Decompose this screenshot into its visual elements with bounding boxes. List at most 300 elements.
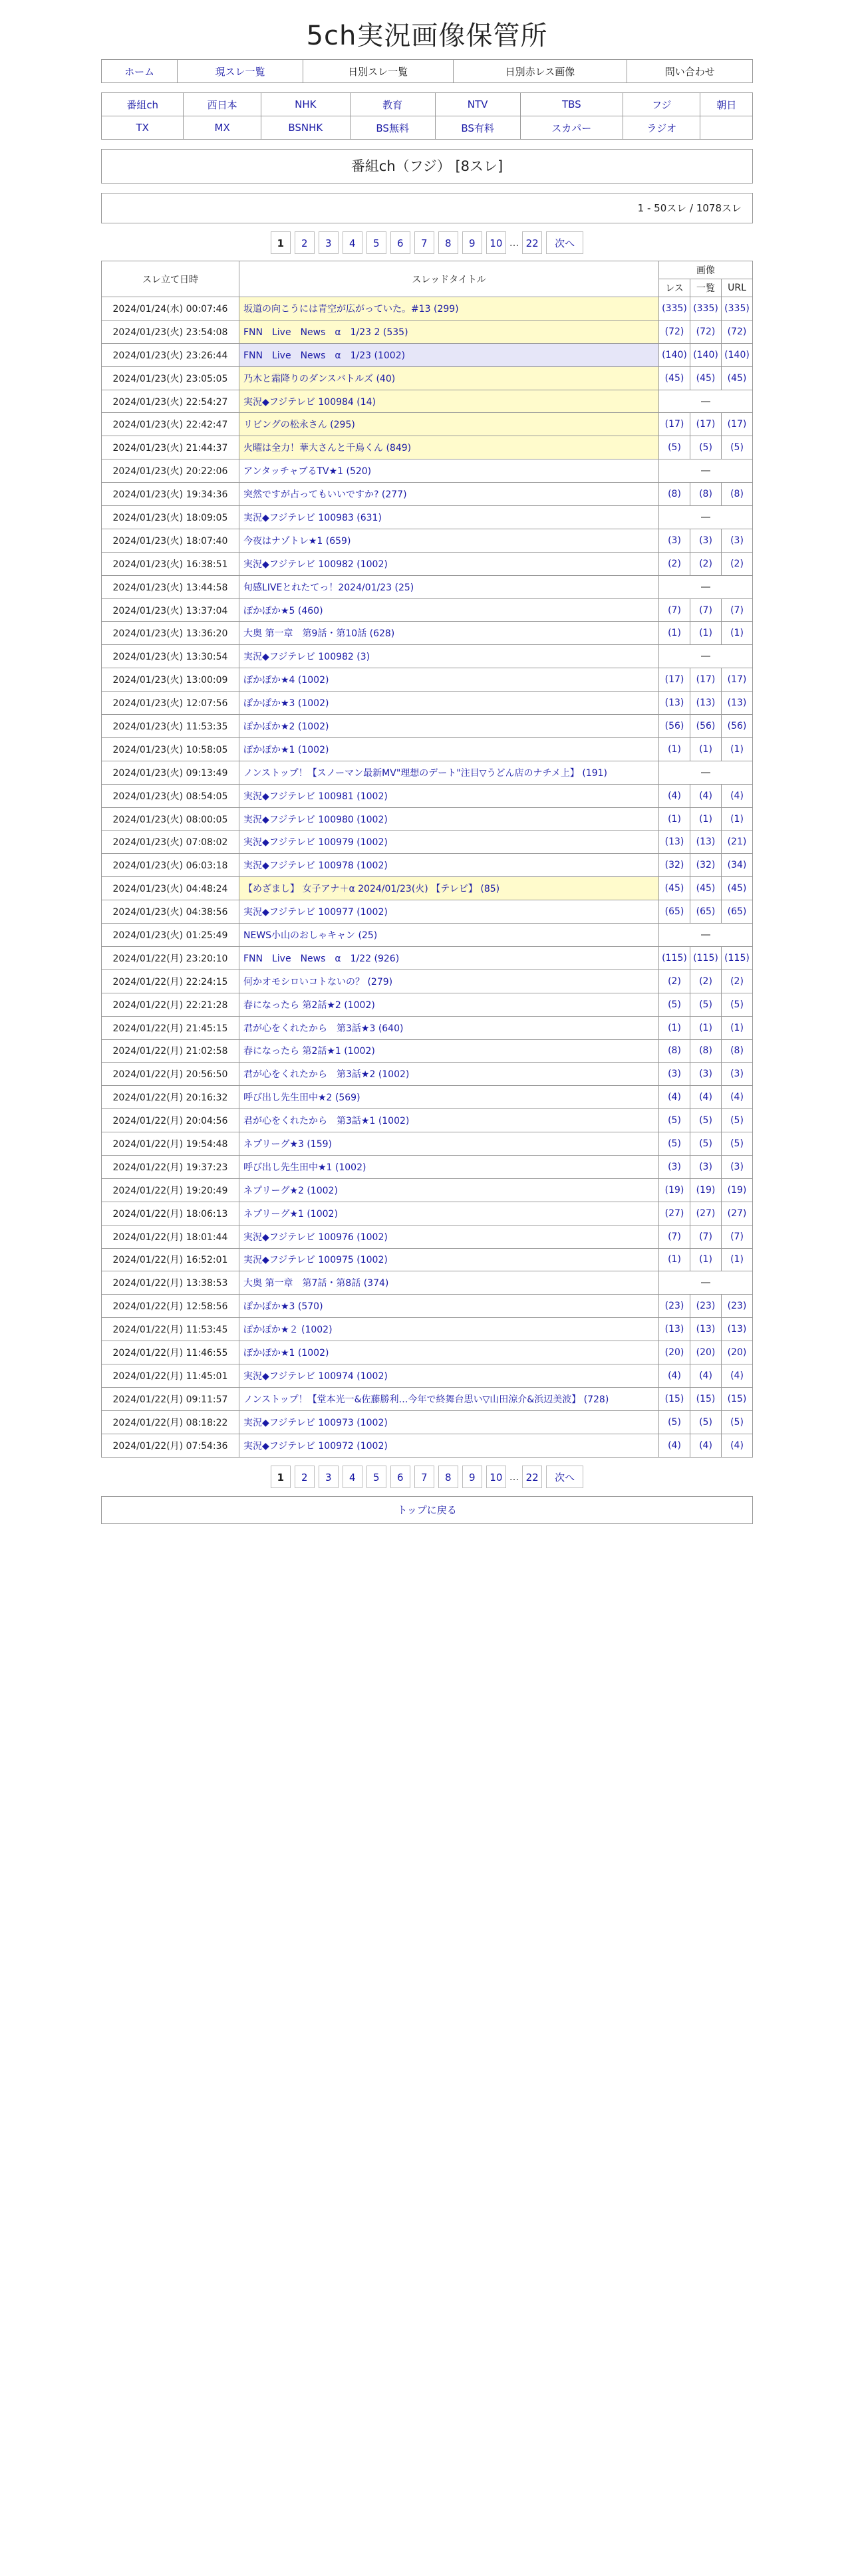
thread-title-link[interactable]: ノンストップ！【スノーマン最新MV"理想のデート"注目▽うどん店のナチメ上】 (191) (243, 767, 608, 779)
image-list-count[interactable]: (5) (699, 1416, 712, 1428)
thread-date: 2024/01/22(月) 08:18:22 (102, 1410, 239, 1434)
page-link-last[interactable]: 22 (522, 231, 542, 254)
image-list-count[interactable]: (2) (699, 975, 712, 987)
image-url-count-cell (722, 831, 753, 854)
page-link[interactable]: 7 (414, 231, 434, 254)
image-res-count[interactable]: (140) (662, 349, 687, 360)
image-list-count[interactable]: (1) (699, 1254, 712, 1265)
thread-title-link[interactable]: ぽかぽか★1 (1002) (243, 744, 329, 755)
image-res-count[interactable]: (5) (668, 1115, 681, 1126)
page-link[interactable]: 10 (486, 1466, 506, 1488)
image-list-count[interactable]: (1) (699, 628, 712, 639)
image-url-count[interactable]: (56) (727, 720, 747, 731)
thread-date: 2024/01/23(火) 13:37:04 (102, 598, 239, 622)
image-list-count[interactable]: (32) (696, 860, 716, 871)
image-list-count[interactable]: (23) (696, 1301, 716, 1312)
image-url-count[interactable]: (4) (730, 790, 744, 801)
image-res-count-cell (659, 807, 690, 831)
channel-item[interactable] (350, 93, 435, 116)
thread-title-cell (239, 969, 659, 993)
thread-title-link[interactable]: 実況◆フジテレビ 100983 (631) (243, 512, 382, 523)
image-res-count[interactable]: (65) (664, 906, 684, 918)
thread-title-cell (239, 1225, 659, 1248)
image-url-count[interactable]: (4) (730, 1370, 744, 1381)
image-res-count[interactable]: (2) (668, 558, 681, 569)
thread-title-link[interactable]: ぽかぽか★2 (1002) (243, 721, 329, 732)
image-list-count[interactable]: (17) (696, 419, 716, 430)
channel-item[interactable] (102, 93, 184, 116)
image-list-count[interactable]: (45) (696, 883, 716, 894)
image-list-count[interactable]: (8) (699, 489, 712, 500)
channel-link[interactable]: BSNHK (288, 122, 323, 134)
back-to-top[interactable] (101, 1496, 753, 1524)
image-url-count[interactable]: (17) (727, 419, 747, 430)
image-res-count[interactable]: (5) (668, 1138, 681, 1149)
channel-item[interactable] (520, 116, 623, 140)
thread-date: 2024/01/22(月) 11:53:45 (102, 1318, 239, 1341)
thread-title-link[interactable]: 実況◆フジテレビ 100975 (1002) (243, 1255, 388, 1266)
image-list-count[interactable]: (8) (699, 1045, 712, 1057)
channel-item[interactable] (520, 93, 623, 116)
thread-title-link[interactable]: ぽかぽか★4 (1002) (243, 675, 329, 686)
image-res-count[interactable]: (3) (668, 535, 681, 546)
thread-title-link[interactable]: 旬感LIVEとれたてっ！2024/01/23 (25) (243, 582, 414, 593)
image-list-count[interactable]: (19) (696, 1184, 716, 1196)
channel-item[interactable] (102, 116, 184, 140)
image-url-count[interactable]: (1) (730, 1022, 744, 1033)
nav-home-link[interactable]: ホーム (124, 65, 155, 78)
thread-date: 2024/01/23(火) 13:44:58 (102, 575, 239, 598)
channel-item[interactable] (623, 93, 700, 116)
thread-date: 2024/01/22(月) 20:16:32 (102, 1086, 239, 1109)
page-link[interactable]: 7 (414, 1466, 434, 1488)
image-list-count-cell (690, 343, 722, 366)
image-res-count[interactable]: (13) (664, 1324, 684, 1335)
image-res-count[interactable]: (335) (662, 303, 687, 314)
image-url-count[interactable]: (17) (727, 674, 747, 686)
image-list-count[interactable]: (20) (696, 1347, 716, 1358)
image-list-count-cell (690, 993, 722, 1016)
thread-title-link[interactable]: 大奥 第一章 第7話・第8話 (374) (243, 1278, 389, 1289)
thread-title-link[interactable]: ネプリーグ★1 (1002) (243, 1208, 338, 1220)
image-list-count[interactable]: (45) (696, 372, 716, 384)
image-res-count[interactable]: (7) (668, 1231, 681, 1242)
image-url-count[interactable]: (45) (727, 883, 747, 894)
image-list-count[interactable]: (3) (699, 535, 712, 546)
image-res-count[interactable]: (4) (668, 1092, 681, 1103)
image-list-count[interactable]: (7) (699, 1231, 712, 1242)
thread-title-cell (239, 552, 659, 575)
image-url-count-cell (722, 715, 753, 738)
thread-title-link[interactable]: 実況◆フジテレビ 100982 (3) (243, 652, 370, 663)
image-url-count[interactable]: (27) (727, 1208, 747, 1219)
thread-title-link[interactable]: 実況◆フジテレビ 100978 (1002) (243, 860, 388, 872)
image-res-count[interactable]: (20) (664, 1347, 684, 1358)
page-link[interactable]: 10 (486, 231, 506, 254)
thread-title-link[interactable]: NEWS小山のおしゃキャン (25) (243, 930, 378, 941)
nav-home[interactable] (102, 60, 178, 83)
image-res-count[interactable]: (72) (664, 326, 684, 337)
image-url-count[interactable]: (2) (730, 975, 744, 987)
channel-link[interactable]: ラジオ (646, 122, 677, 134)
image-list-count[interactable]: (5) (699, 1115, 712, 1126)
image-list-count[interactable]: (4) (699, 1370, 712, 1381)
channel-item[interactable] (435, 116, 520, 140)
image-list-count-cell (690, 483, 722, 506)
image-url-count[interactable]: (45) (727, 372, 747, 384)
image-url-count[interactable]: (1) (730, 743, 744, 755)
image-res-count[interactable]: (5) (668, 999, 681, 1010)
image-url-count[interactable]: (21) (727, 837, 747, 848)
image-res-count[interactable]: (17) (664, 419, 684, 430)
page-link[interactable]: 2 (295, 1466, 315, 1488)
page-link[interactable]: 6 (390, 231, 410, 254)
col-header-images: 画像 (659, 261, 753, 279)
channel-link[interactable]: MX (214, 122, 230, 134)
thread-row (102, 993, 753, 1016)
image-res-count[interactable]: (56) (664, 720, 684, 731)
image-res-count[interactable]: (45) (664, 883, 684, 894)
channel-link[interactable]: フジ (652, 98, 672, 111)
image-url-count[interactable]: (23) (727, 1301, 747, 1312)
thread-date: 2024/01/23(火) 13:36:20 (102, 622, 239, 645)
image-res-count[interactable]: (32) (664, 860, 684, 871)
thread-title-link[interactable]: ぽかぽか★3 (570) (243, 1301, 323, 1313)
thread-title-link[interactable]: 春になったら 第2話★2 (1002) (243, 999, 375, 1011)
image-res-count[interactable]: (15) (664, 1393, 684, 1404)
image-res-count[interactable]: (1) (668, 628, 681, 639)
channel-item[interactable] (350, 116, 435, 140)
thread-title-link[interactable]: 火曜は全力！華大さんと千鳥くん (849) (243, 443, 412, 454)
image-list-count[interactable]: (17) (696, 674, 716, 686)
thread-title-link[interactable]: 呼び出し先生田中★1 (1002) (243, 1162, 366, 1173)
image-url-count-cell (722, 343, 753, 366)
back-to-top-link[interactable]: トップに戻る (397, 1503, 457, 1516)
thread-title-link[interactable]: 【めざまし】 女子アナ＋α 2024/01/23(火) 【テレビ】 (85) (243, 884, 500, 895)
thread-row (102, 1364, 753, 1387)
image-list-count[interactable]: (3) (699, 1069, 712, 1080)
page-link[interactable]: 9 (462, 1466, 482, 1488)
image-url-count[interactable]: (5) (730, 1416, 744, 1428)
image-list-count[interactable]: (3) (699, 1161, 712, 1172)
image-url-count[interactable]: (7) (730, 1231, 744, 1242)
image-list-count[interactable]: (5) (699, 999, 712, 1010)
page-link[interactable]: 9 (462, 231, 482, 254)
image-res-count-cell (659, 784, 690, 807)
image-res-count[interactable]: (13) (664, 698, 684, 709)
page-link[interactable]: 2 (295, 231, 315, 254)
image-res-count-cell (659, 1318, 690, 1341)
image-url-count[interactable]: (5) (730, 442, 744, 453)
thread-title-link[interactable]: 今夜はナゾトレ★1 (659) (243, 535, 351, 547)
nav-current-threads[interactable] (178, 60, 303, 83)
image-list-count[interactable]: (140) (693, 349, 718, 360)
image-res-count[interactable]: (23) (664, 1301, 684, 1312)
image-list-count[interactable]: (5) (699, 442, 712, 453)
image-url-count[interactable]: (1) (730, 1254, 744, 1265)
image-list-count[interactable]: (27) (696, 1208, 716, 1219)
image-url-count[interactable]: (1) (730, 813, 744, 825)
thread-count: 1 - 50スレ / 1078スレ (101, 193, 753, 223)
thread-title-link[interactable]: ネプリーグ★2 (1002) (243, 1185, 338, 1196)
image-res-count[interactable]: (8) (668, 489, 681, 500)
image-url-count[interactable]: (7) (730, 604, 744, 616)
image-list-count[interactable]: (1) (699, 1022, 712, 1033)
thread-title-link[interactable]: ぽかぽか★２ (1002) (243, 1325, 333, 1336)
thread-title-link[interactable]: 実況◆フジテレビ 100973 (1002) (243, 1417, 388, 1428)
thread-title-link[interactable]: 坂道の向こうには青空が広がっていた。#13 (299) (243, 303, 459, 315)
channel-link[interactable]: TX (136, 122, 149, 134)
image-list-count-cell (690, 1364, 722, 1387)
image-res-count-cell (659, 622, 690, 645)
next-page-button[interactable]: 次へ (546, 231, 583, 254)
thread-row (102, 483, 753, 506)
thread-title-link[interactable]: 実況◆フジテレビ 100980 (1002) (243, 814, 388, 825)
image-url-count[interactable]: (72) (727, 326, 747, 337)
image-res-count[interactable]: (1) (668, 1254, 681, 1265)
image-res-count[interactable]: (13) (664, 837, 684, 848)
col-header-url: URL (722, 279, 753, 297)
thread-title-cell (239, 831, 659, 854)
page-link[interactable]: 8 (438, 1466, 458, 1488)
thread-title-link[interactable]: ぽかぽか★3 (1002) (243, 698, 329, 709)
image-res-count[interactable]: (3) (668, 1161, 681, 1172)
thread-title-link[interactable]: ぽかぽか★5 (460) (243, 605, 323, 616)
thread-title-link[interactable]: 実況◆フジテレビ 100974 (1002) (243, 1370, 388, 1382)
thread-date: 2024/01/23(火) 01:25:49 (102, 924, 239, 947)
thread-title-link[interactable]: FNN Live News α 1/22 (926) (243, 953, 400, 964)
thread-row (102, 506, 753, 529)
image-res-count[interactable]: (45) (664, 372, 684, 384)
image-url-count-cell (722, 1039, 753, 1063)
thread-title-link[interactable]: 春になったら 第2話★1 (1002) (243, 1046, 375, 1057)
image-list-count[interactable]: (56) (696, 720, 716, 731)
image-url-count[interactable]: (4) (730, 1440, 744, 1451)
image-res-count[interactable]: (5) (668, 1416, 681, 1428)
thread-title-link[interactable]: ネプリーグ★3 (159) (243, 1139, 332, 1150)
image-url-count[interactable]: (13) (727, 1324, 747, 1335)
image-url-count[interactable]: (8) (730, 1045, 744, 1057)
image-res-count[interactable]: (4) (668, 1370, 681, 1381)
image-list-count-cell (690, 1225, 722, 1248)
image-url-count[interactable]: (3) (730, 535, 744, 546)
next-page-button[interactable]: 次へ (546, 1466, 583, 1488)
image-res-count-cell (659, 900, 690, 924)
image-res-count[interactable]: (19) (664, 1184, 684, 1196)
thread-date: 2024/01/22(月) 18:06:13 (102, 1202, 239, 1225)
image-res-count[interactable]: (4) (668, 790, 681, 801)
thread-title-cell (239, 506, 659, 529)
channel-item[interactable] (435, 93, 520, 116)
image-url-count[interactable]: (115) (724, 952, 750, 964)
image-url-count-cell (722, 784, 753, 807)
image-list-count[interactable]: (72) (696, 326, 716, 337)
image-list-count[interactable]: (4) (699, 1092, 712, 1103)
image-list-count-cell (690, 1248, 722, 1271)
image-res-count[interactable]: (3) (668, 1069, 681, 1080)
image-list-count[interactable]: (115) (693, 952, 718, 964)
channel-link[interactable]: BS無料 (376, 122, 409, 134)
thread-title-link[interactable]: 実況◆フジテレビ 100981 (1002) (243, 791, 388, 802)
page-link[interactable]: 3 (319, 1466, 339, 1488)
image-list-count[interactable]: (15) (696, 1393, 716, 1404)
thread-title-link[interactable]: 呼び出し先生田中★2 (569) (243, 1093, 360, 1104)
image-list-count[interactable]: (65) (696, 906, 716, 918)
image-list-count[interactable]: (7) (699, 604, 712, 616)
thread-title-link[interactable]: 実況◆フジテレビ 100979 (1002) (243, 837, 388, 848)
thread-row (102, 900, 753, 924)
thread-title-link[interactable]: 実況◆フジテレビ 100982 (1002) (243, 559, 388, 570)
page-link[interactable]: 5 (366, 231, 386, 254)
thread-title-link[interactable]: 君が心をくれたから 第3話★1 (1002) (243, 1116, 410, 1127)
thread-title-link[interactable]: FNN Live News α 1/23 2 (535) (243, 326, 408, 338)
image-res-count[interactable]: (4) (668, 1440, 681, 1451)
thread-title-link[interactable]: リビングの松永さん (295) (243, 420, 355, 431)
image-res-count-cell (659, 1295, 690, 1318)
image-list-count-cell (690, 1086, 722, 1109)
thread-title-link[interactable]: 乃木と霜降りのダンスバトルズ (40) (243, 373, 396, 384)
page-link-last[interactable]: 22 (522, 1466, 542, 1488)
channel-item[interactable] (261, 93, 350, 116)
thread-title-link[interactable]: 大奥 第一章 第9話・第10話 (628) (243, 628, 395, 640)
thread-date: 2024/01/23(火) 18:09:05 (102, 506, 239, 529)
image-url-count[interactable]: (5) (730, 999, 744, 1010)
thread-title-cell (239, 575, 659, 598)
image-list-count[interactable]: (13) (696, 837, 716, 848)
image-url-count[interactable]: (20) (727, 1347, 747, 1358)
image-res-count[interactable]: (5) (668, 442, 681, 453)
page-link[interactable]: 8 (438, 231, 458, 254)
image-res-count[interactable]: (1) (668, 1022, 681, 1033)
channel-link[interactable]: スカパー (551, 122, 592, 134)
channel-item[interactable] (184, 116, 261, 140)
no-images-dash: ― (659, 575, 753, 598)
image-res-count-cell (659, 436, 690, 459)
image-res-count[interactable]: (17) (664, 674, 684, 686)
image-url-count[interactable]: (140) (724, 349, 750, 360)
image-url-count[interactable]: (5) (730, 1138, 744, 1149)
channel-link[interactable]: NHK (295, 98, 317, 110)
image-list-count[interactable]: (5) (699, 1138, 712, 1149)
thread-date: 2024/01/23(火) 23:26:44 (102, 343, 239, 366)
nav-current-threads-link[interactable]: 現スレ一覧 (215, 65, 265, 78)
channel-link[interactable]: NTV (467, 98, 488, 110)
channel-item[interactable] (623, 116, 700, 140)
image-url-count[interactable]: (65) (727, 906, 747, 918)
page-link[interactable]: 4 (343, 231, 362, 254)
image-url-count[interactable]: (5) (730, 1115, 744, 1126)
image-res-count-cell (659, 1434, 690, 1457)
thread-row (102, 1387, 753, 1410)
thread-row (102, 622, 753, 645)
image-url-count[interactable]: (19) (727, 1184, 747, 1196)
image-res-count[interactable]: (27) (664, 1208, 684, 1219)
image-list-count-cell (690, 1341, 722, 1364)
channel-item[interactable] (700, 93, 753, 116)
thread-title-link[interactable]: アンタッチャブるTV★1 (520) (243, 466, 372, 477)
image-url-count[interactable]: (3) (730, 1069, 744, 1080)
image-url-count-cell (722, 1341, 753, 1364)
site-title: 5ch実況画像保管所 (306, 21, 548, 51)
image-res-count[interactable]: (7) (668, 604, 681, 616)
thread-title-link[interactable]: 君が心をくれたから 第3話★2 (1002) (243, 1069, 410, 1081)
image-url-count[interactable]: (335) (724, 303, 750, 314)
image-list-count-cell (690, 831, 722, 854)
image-res-count-cell (659, 1132, 690, 1156)
channel-link[interactable]: 番組ch (126, 98, 159, 111)
channel-item[interactable] (184, 93, 261, 116)
channel-item[interactable] (261, 116, 350, 140)
image-url-count[interactable]: (13) (727, 698, 747, 709)
thread-title-link[interactable]: 実況◆フジテレビ 100984 (14) (243, 396, 376, 408)
thread-title-link[interactable]: 君が心をくれたから 第3話★3 (640) (243, 1023, 404, 1034)
page-link[interactable]: 3 (319, 231, 339, 254)
channel-link[interactable]: TBS (561, 98, 581, 110)
thread-title-link[interactable]: ぽかぽか★1 (1002) (243, 1348, 329, 1359)
image-url-count[interactable]: (34) (727, 860, 747, 871)
image-list-count-cell (690, 1039, 722, 1063)
image-list-count[interactable]: (1) (699, 813, 712, 825)
channel-link[interactable]: 西日本 (207, 98, 237, 111)
image-list-count[interactable]: (4) (699, 790, 712, 801)
image-list-count-cell (690, 1109, 722, 1132)
thread-title-link[interactable]: 実況◆フジテレビ 100977 (1002) (243, 907, 388, 918)
image-list-count[interactable]: (2) (699, 558, 712, 569)
thread-title-link[interactable]: 突然ですが占ってもいいですか? (277) (243, 489, 407, 501)
image-res-count[interactable]: (1) (668, 813, 681, 825)
image-res-count-cell (659, 1039, 690, 1063)
image-url-count[interactable]: (1) (730, 628, 744, 639)
thread-title-cell (239, 807, 659, 831)
image-res-count[interactable]: (115) (662, 952, 687, 964)
image-url-count[interactable]: (2) (730, 558, 744, 569)
thread-date: 2024/01/22(月) 11:45:01 (102, 1364, 239, 1387)
image-list-count[interactable]: (4) (699, 1440, 712, 1451)
image-res-count[interactable]: (1) (668, 743, 681, 755)
image-url-count[interactable]: (3) (730, 1161, 744, 1172)
no-images-dash: ― (659, 924, 753, 947)
channel-link[interactable]: BS有料 (461, 122, 494, 134)
image-url-count[interactable]: (4) (730, 1092, 744, 1103)
thread-title-link[interactable]: 何かオモシロいコトないの？ (279) (243, 976, 393, 987)
image-res-count[interactable]: (2) (668, 975, 681, 987)
page-link[interactable]: 4 (343, 1466, 362, 1488)
image-list-count[interactable]: (13) (696, 1324, 716, 1335)
channel-link[interactable]: 朝日 (716, 98, 737, 111)
thread-title-link[interactable]: 実況◆フジテレビ 100972 (1002) (243, 1440, 388, 1452)
image-list-count[interactable]: (13) (696, 698, 716, 709)
thread-row (102, 831, 753, 854)
thread-date: 2024/01/22(月) 21:45:15 (102, 1016, 239, 1039)
no-images-dash: ― (659, 761, 753, 784)
image-list-count-cell (690, 807, 722, 831)
image-res-count-cell (659, 668, 690, 692)
thread-row (102, 1109, 753, 1132)
image-list-count[interactable]: (1) (699, 743, 712, 755)
thread-title-cell (239, 622, 659, 645)
page-link[interactable]: 6 (390, 1466, 410, 1488)
page-link[interactable]: 5 (366, 1466, 386, 1488)
channel-link[interactable]: 教育 (382, 98, 403, 111)
thread-title-link[interactable]: 実況◆フジテレビ 100976 (1002) (243, 1231, 388, 1243)
image-list-count[interactable]: (335) (693, 303, 718, 314)
image-res-count[interactable]: (8) (668, 1045, 681, 1057)
image-url-count[interactable]: (15) (727, 1393, 747, 1404)
thread-title-cell (239, 483, 659, 506)
thread-title-link[interactable]: FNN Live News α 1/23 (1002) (243, 350, 406, 361)
image-url-count[interactable]: (8) (730, 489, 744, 500)
thread-title-link[interactable]: ノンストップ！【堂本光一&佐藤勝利…今年で終舞台思い▽山田涼介&浜辺美波】 (728) (243, 1394, 609, 1405)
